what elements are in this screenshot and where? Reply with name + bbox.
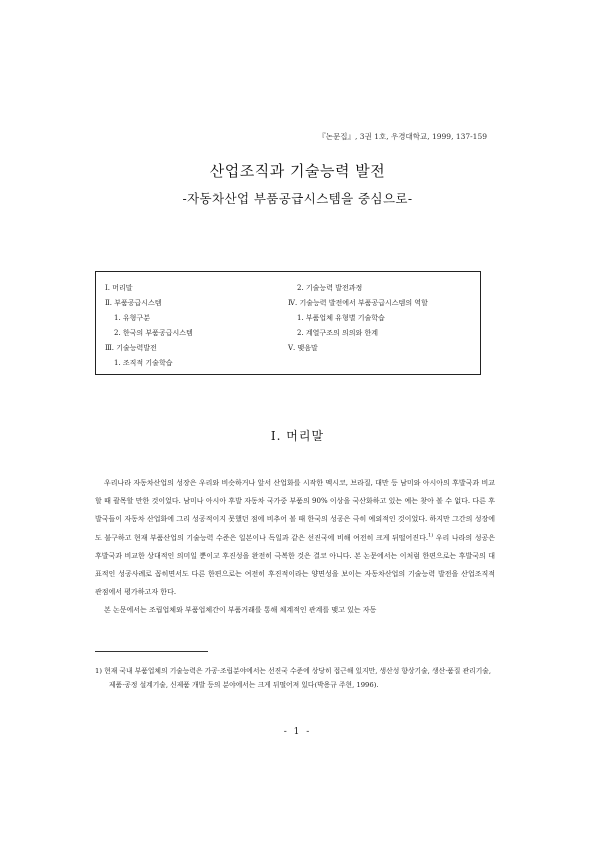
toc-item: 2. 계열구조의 의의와 한계 bbox=[297, 329, 378, 337]
toc-item: 1. 유형구분 bbox=[114, 314, 150, 322]
toc-item: 1. 부품업체 유형별 기술학습 bbox=[297, 314, 385, 322]
toc-item: Ⅴ. 맺음말 bbox=[288, 344, 318, 352]
section-heading: Ⅰ. 머리말 bbox=[270, 429, 325, 443]
page-number: - 1 - bbox=[283, 727, 312, 737]
body-paragraph bbox=[95, 474, 495, 601]
footnote: 1) 현재 국내 부품업체의 기술능력은 가공·조립분야에서는 선진국 수준에 상당히 접근해 있지만, 생산성 향상기술, 생산·품질 관리기술, 제품·공정 설계기술, 신제품 개발 등의 분야에서는 크게 뒤떨어져 있다(박용규 주현, 1996). bbox=[95, 667, 492, 689]
toc-item: Ⅳ. 기술능력 발전에서 부품공급시스템의 역할 bbox=[288, 299, 428, 307]
paragraph-text: 우리나라 자동차산업의 성장은 우리와 비슷하거나 앞서 산업화를 시작한 멕시코, 브라질, 대만 등 남미와 아시아의 후발국과 비교할 때 괄목할 만한 것이었다. 남미나 아시아 후발 자동차 국가중 부품의 90% 이상을 국산화하고 있는 예는 찾아 볼 수 없다. 다른 후발국들이 자동차 산업화에 그리 성공적이지 못했던 점에 비추어 볼 때 한국의 성공은 극히 예외적인 것이었다. 하지만 그간의 성장에도 불구하고 현재 부품산업의 기술능력 수준은 일본이나 독일과 같은 선진국에 비해 여전히 크게 뒤떨어진다. bbox=[95, 479, 495, 542]
paper-subtitle: -자동차산업 부품공급시스템을 중심으로- bbox=[182, 191, 413, 206]
paragraph-text: 우리 나라의 성공은 후발국과 비교한 상대적인 의미일 뿐이고 후진성을 완전히 극복한 것은 결코 아니다. 본 논문에서는 이처럼 한편으로는 후발국의 대표적인 성공사례로 꼽히면서도 다른 한편으로는 여전히 후진적이라는 양면성을 보이는 자동차산업의 기술능력 발전을 산업조직적 관점에서 평가하고자 한다. bbox=[95, 533, 495, 597]
toc-item: Ⅱ. 부품공급시스템 bbox=[105, 299, 162, 307]
toc-item: 2. 한국의 부품공급시스템 bbox=[114, 329, 193, 337]
footnote-divider bbox=[95, 651, 208, 652]
paper-title: 산업조직과 기술능력 발전 bbox=[209, 162, 386, 180]
body-text bbox=[95, 474, 495, 620]
toc-right-column bbox=[288, 281, 478, 356]
toc-item: 2. 기술능력 발전과정 bbox=[297, 284, 363, 292]
toc-left-column bbox=[105, 281, 285, 371]
body-paragraph: 본 논문에서는 조립업체와 부품업체간이 부품거래를 통해 체계적인 관계를 맺고 있는 자동 bbox=[104, 606, 377, 615]
footnote-reference[interactable]: 1) bbox=[428, 532, 434, 539]
citation-line: 『논문집』, 3권 1호, 우경대학교, 1999, 137-159 bbox=[318, 132, 487, 141]
toc-item: Ⅲ. 기술능력발전 bbox=[105, 344, 157, 352]
table-of-contents-box bbox=[95, 271, 481, 375]
toc-item: Ⅰ. 머리말 bbox=[105, 284, 133, 292]
toc-item: 1. 조직적 기술학습 bbox=[114, 359, 173, 367]
